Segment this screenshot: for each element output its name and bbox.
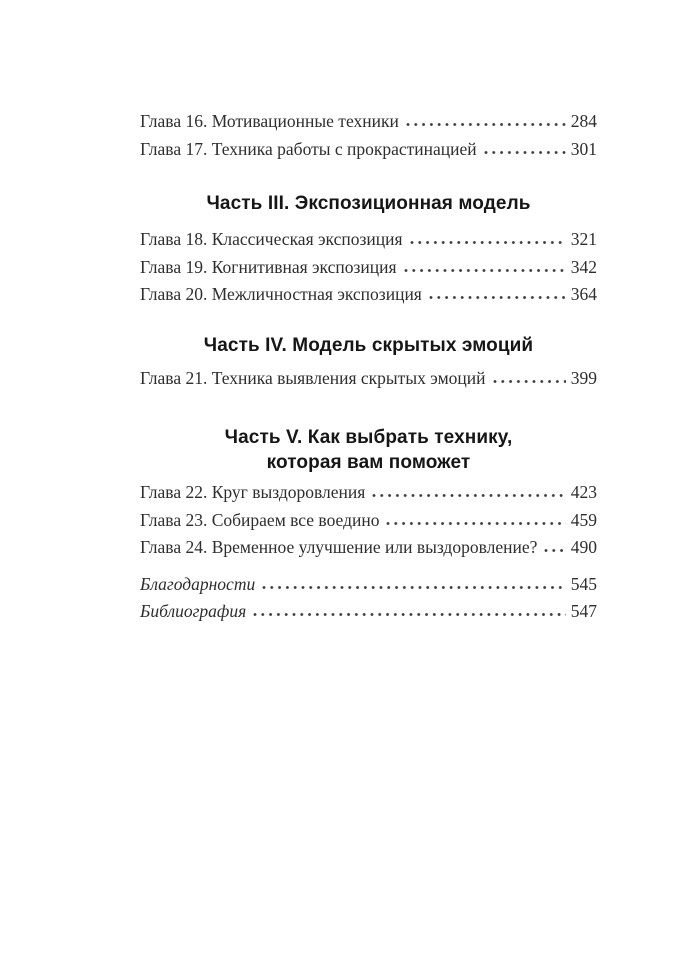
dot-leader — [543, 548, 565, 553]
part-heading-4: Часть IV. Модель скрытых эмоций — [203, 334, 534, 356]
toc-entry-page: 284 — [570, 111, 597, 131]
toc-entry — [140, 571, 597, 599]
toc-entry — [140, 108, 597, 136]
part-heading-5-line2: которая вам поможет — [266, 452, 471, 473]
dot-leader — [261, 585, 566, 590]
toc-entry — [140, 479, 597, 507]
toc-entry-title: Глава 20. Межличностная экспозиция — [140, 284, 422, 304]
dot-leader — [385, 521, 565, 526]
toc-entry-page: 547 — [570, 601, 597, 621]
toc-entry — [140, 281, 597, 309]
toc-entry-page: 321 — [570, 229, 597, 249]
toc-entry-title: Глава 18. Классическая экспозиция — [140, 229, 403, 249]
toc-entry-title: Глава 24. Временное улучшение или выздоровление? — [140, 537, 538, 557]
dot-leader — [405, 122, 566, 127]
back-matter-entries — [140, 571, 597, 626]
dot-leader — [252, 612, 566, 617]
dot-leader — [371, 493, 565, 498]
dot-leader — [409, 240, 566, 245]
toc-entry-page: 459 — [570, 509, 597, 530]
toc-entry-title: Глава 23. Собираем все воедино — [140, 509, 380, 530]
toc-entry — [140, 534, 597, 562]
toc-entry-title: Благодарности — [140, 573, 256, 594]
toc-entry — [140, 136, 597, 164]
toc-entry — [140, 598, 597, 626]
toc-entry-title: Глава 16. Мотивационные техники — [140, 111, 399, 131]
dot-leader — [492, 379, 566, 384]
toc-entry — [140, 226, 597, 254]
toc-entry-title: Библиография — [140, 601, 247, 621]
dot-leader — [483, 150, 566, 155]
toc-entry-title: Глава 19. Когнитивная экспозиция — [140, 256, 397, 277]
toc-entry-page: 545 — [570, 573, 597, 594]
toc-entry-page: 490 — [570, 537, 597, 557]
toc-entry-page: 364 — [570, 284, 597, 304]
part-heading-5-line1: Часть V. Как выбрать технику, — [224, 427, 513, 448]
toc-entry-page: 301 — [570, 138, 597, 159]
toc-entry-page: 342 — [570, 256, 597, 277]
toc-entry-title: Глава 21. Техника выявления скрытых эмоций — [140, 367, 486, 388]
toc-entry-title: Глава 17. Техника работы с прокрастинацией — [140, 138, 477, 159]
dot-leader — [428, 295, 566, 300]
toc-entry-page: 399 — [570, 367, 597, 388]
dot-leader — [403, 268, 566, 273]
table-of-contents — [140, 108, 597, 626]
toc-entry — [140, 507, 597, 535]
toc-entry-page: 423 — [570, 482, 597, 502]
toc-entry — [140, 254, 597, 282]
toc-entry — [140, 365, 597, 393]
part-heading-5 — [140, 425, 597, 475]
part-heading-3: Часть III. Экспозиционная модель — [206, 193, 531, 214]
toc-entry-title: Глава 22. Круг выздоровления — [140, 482, 366, 502]
